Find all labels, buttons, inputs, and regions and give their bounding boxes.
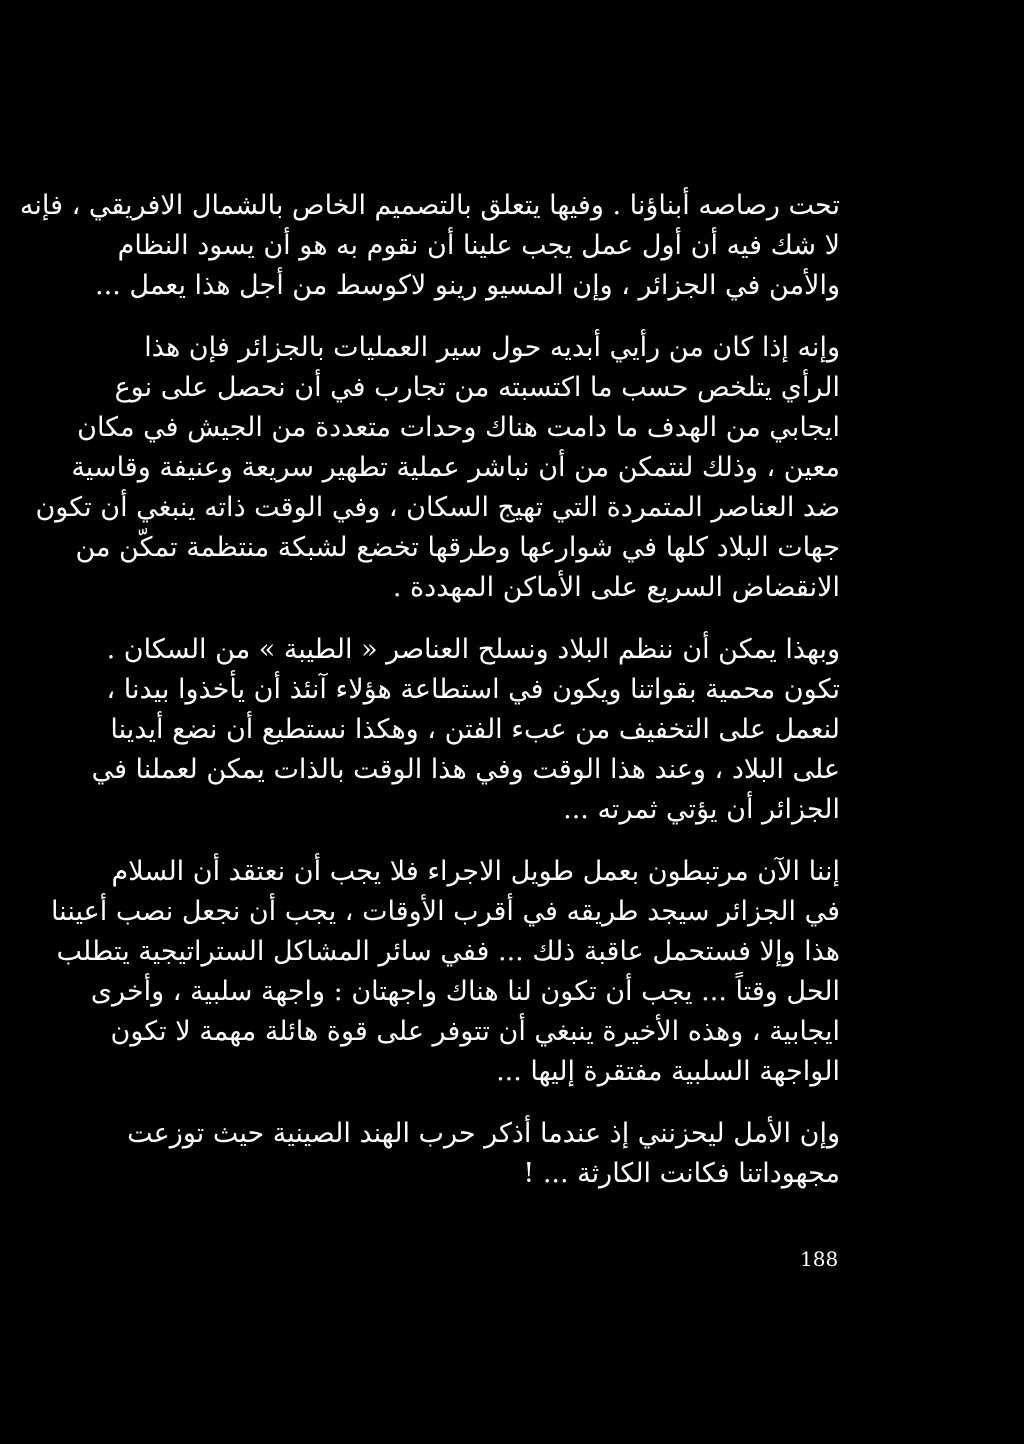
paragraph-3 bbox=[91, 630, 840, 830]
text-line: الجزائر أن يؤتي ثمرته ... bbox=[563, 794, 840, 825]
body-text bbox=[19, 186, 840, 1216]
text-line: تحت رصاصه أبناؤنا . وفيها يتعلق بالتصميم الخاص بالشمال الافريقي ، فإنه bbox=[19, 190, 840, 221]
text-line: الواجهة السلبية مفتقرة إليها ... bbox=[496, 1056, 840, 1087]
text-line: في الجزائر سيجد طريقه في أقرب الأوقات ، يجب أن نجعل نصب أعيننا bbox=[50, 896, 840, 927]
text-line: وإن الأمل ليحزنني إذ عندما أذكر حرب الهند الصينية حيث توزعت bbox=[127, 1118, 840, 1149]
text-line: الرأي يتلخص حسب ما اكتسبته من تجارب في أن نحصل على نوع bbox=[114, 372, 840, 403]
text-line: لا شك فيه أن أول عمل يجب علينا أن نقوم به هو أن يسود النظام bbox=[117, 230, 840, 261]
paragraph-1 bbox=[19, 186, 840, 306]
text-line: مجهوداتنا فكانت الكارثة ... ! bbox=[523, 1158, 840, 1189]
text-line: الانقضاض السريع على الأماكن المهددة . bbox=[392, 572, 840, 603]
text-line: ايجابية ، وهذه الأخيرة ينبغي أن تتوفر على قوة هائلة مهمة لا تكون bbox=[110, 1016, 840, 1047]
paragraph-4 bbox=[50, 852, 840, 1092]
text-line: ضد العناصر المتمردة التي تهيج السكان ، وفي الوقت ذاته ينبغي أن تكون bbox=[35, 492, 840, 523]
text-line: هذا وإلا فستحمل عاقبة ذلك ... ففي سائر المشاكل الستراتيجية يتطلب bbox=[56, 936, 840, 967]
paragraph-2 bbox=[35, 328, 840, 608]
page-number: 188 bbox=[800, 1247, 839, 1271]
text-line: تكون محمية بقواتنا ويكون في استطاعة هؤلاء آنئذ أن يأخذوا بيدنا ، bbox=[106, 674, 840, 705]
text-line: على البلاد ، وعند هذا الوقت وفي هذا الوقت بالذات يمكن لعملنا في bbox=[91, 754, 840, 785]
text-line: ايجابي من الهدف ما دامت هناك وحدات متعددة من الجيش في مكان bbox=[77, 412, 840, 443]
text-line: لنعمل على التخفيف من عبء الفتن ، وهكذا نستطيع أن نضع أيدينا bbox=[110, 714, 840, 745]
text-line: جهات البلاد كلها في شوارعها وطرقها تخضع لشبكة منتظمة تمكّن من bbox=[75, 532, 840, 563]
text-line: إننا الآن مرتبطون بعمل طويل الاجراء فلا يجب أن نعتقد أن السلام bbox=[111, 856, 840, 887]
text-line: والأمن في الجزائر ، وإن المسيو رينو لاكوسط من أجل هذا يعمل ... bbox=[95, 270, 840, 301]
text-line: الحل وقتاً ... يجب أن تكون لنا هناك واجهتان : واجهة سلبية ، وأخرى bbox=[90, 976, 840, 1007]
text-line: وبهذا يمكن أن ننظم البلاد ونسلح العناصر « الطيبة » من السكان . bbox=[106, 634, 840, 665]
paragraph-5 bbox=[127, 1114, 840, 1194]
text-line: معين ، وذلك لنتمكن من أن نباشر عملية تطهير سريعة وعنيفة وقاسية bbox=[71, 452, 840, 483]
text-line: وإنه إذا كان من رأيي أبديه حول سير العمليات بالجزائر فإن هذا bbox=[144, 332, 840, 363]
